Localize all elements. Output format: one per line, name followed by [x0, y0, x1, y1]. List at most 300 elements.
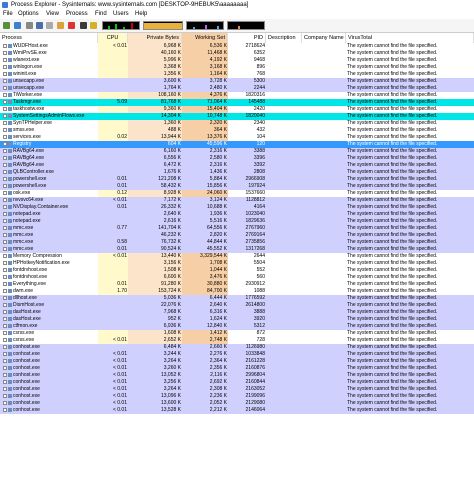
tree-expander-icon[interactable] [3, 191, 7, 195]
process-row[interactable] [0, 246, 474, 253]
process-row[interactable] [0, 393, 474, 400]
process-icon [8, 156, 12, 160]
process-row[interactable] [0, 365, 474, 372]
tree-expander-icon[interactable] [3, 303, 7, 307]
cpu-value: < 0.01 [98, 253, 128, 260]
process-name [0, 358, 98, 365]
private-bytes-value: 1,356 K [128, 71, 182, 78]
process-row[interactable] [0, 169, 474, 176]
pid-value: 2769164 [228, 232, 266, 239]
process-name-label: conhost.exe [13, 393, 40, 399]
toolbar [0, 19, 474, 33]
cpu-value [98, 232, 128, 239]
working-set-value: 15,856 K [182, 183, 228, 190]
description-value [266, 218, 302, 225]
description-value [266, 379, 302, 386]
process-row[interactable] [0, 141, 474, 148]
cpu-value [98, 260, 128, 267]
tree-expander-icon[interactable] [3, 135, 7, 139]
virustotal-value: The system cannot find the file specified. [346, 407, 474, 414]
tree-expander-icon[interactable] [3, 72, 7, 76]
tree-expander-icon[interactable] [3, 219, 7, 223]
tree-expander-icon[interactable] [3, 387, 7, 391]
virustotal-value: The system cannot find the file specified. [346, 43, 474, 50]
kill-process-icon[interactable] [68, 22, 75, 29]
company-value [302, 162, 346, 169]
description-value [266, 120, 302, 127]
virustotal-value: The system cannot find the file specified. [346, 323, 474, 330]
virustotal-value: The system cannot find the file specified. [346, 400, 474, 407]
company-value [302, 267, 346, 274]
working-set-value: 45,596 K [182, 141, 228, 148]
cpu-value: 0.01 [98, 204, 128, 211]
process-icon [8, 324, 12, 328]
tree-expander-icon[interactable] [3, 247, 7, 251]
tree-expander-icon[interactable] [3, 121, 7, 125]
description-value [266, 50, 302, 57]
description-value [266, 281, 302, 288]
company-value [302, 50, 346, 57]
gpu-graph[interactable] [227, 21, 265, 30]
private-bytes-value: 108,160 K [128, 92, 182, 99]
process-name-label: RAVBg64.exe [13, 148, 45, 154]
process-row[interactable] [0, 260, 474, 267]
company-value [302, 253, 346, 260]
cpu-value [98, 211, 128, 218]
tree-expander-icon[interactable] [3, 352, 7, 356]
tree-expander-icon[interactable] [3, 359, 7, 363]
working-set-value: 2,308 K [182, 386, 228, 393]
tree-expander-icon[interactable] [3, 79, 7, 83]
process-row[interactable] [0, 400, 474, 407]
process-name-label: osk.exe [13, 190, 31, 196]
process-name-label: conhost.exe [13, 365, 40, 371]
process-name [0, 92, 98, 99]
tree-expander-icon[interactable] [3, 44, 7, 48]
description-value [266, 246, 302, 253]
tree-expander-icon[interactable] [3, 310, 7, 314]
process-row[interactable] [0, 50, 474, 57]
process-row[interactable] [0, 344, 474, 351]
process-row[interactable] [0, 288, 474, 295]
process-row[interactable] [0, 386, 474, 393]
company-value [302, 43, 346, 50]
cpu-value [98, 162, 128, 169]
company-value [302, 106, 346, 113]
cpu-value [98, 274, 128, 281]
process-row[interactable] [0, 330, 474, 337]
description-value [266, 92, 302, 99]
process-row[interactable] [0, 253, 474, 260]
working-set-value: 1,436 K [182, 169, 228, 176]
tree-expander-icon[interactable] [3, 254, 7, 258]
process-row[interactable] [0, 78, 474, 85]
private-bytes-value: 6,600 K [128, 274, 182, 281]
process-row[interactable] [0, 71, 474, 78]
working-set-value: 2,660 K [182, 344, 228, 351]
pid-value: 728 [228, 337, 266, 344]
cpu-value [98, 148, 128, 155]
process-icon [8, 408, 12, 412]
process-name-label: Taskmgr.exe [13, 99, 42, 105]
system-info-icon[interactable] [26, 22, 33, 29]
save-icon[interactable] [3, 22, 10, 29]
process-name-label: nvvsvc64.exe [13, 197, 44, 203]
tree-expander-icon[interactable] [3, 282, 7, 286]
tree-expander-icon[interactable] [3, 51, 7, 55]
company-value [302, 218, 346, 225]
process-name [0, 316, 98, 323]
tree-expander-icon[interactable] [3, 93, 7, 97]
description-value [266, 197, 302, 204]
tree-expander-icon[interactable] [3, 149, 7, 153]
private-bytes-value: 6,936 K [128, 323, 182, 330]
company-value [302, 351, 346, 358]
description-value [266, 288, 302, 295]
company-value [302, 260, 346, 267]
tree-expander-icon[interactable] [3, 226, 7, 230]
company-value [302, 99, 346, 106]
process-row[interactable] [0, 64, 474, 71]
process-name-label: fontdrvhost.exe [13, 267, 48, 273]
process-row[interactable] [0, 351, 474, 358]
find-handle-icon[interactable] [80, 22, 87, 29]
working-set-value: 6,444 K [182, 295, 228, 302]
process-row[interactable] [0, 379, 474, 386]
pid-value: 1537660 [228, 190, 266, 197]
process-row[interactable] [0, 190, 474, 197]
virustotal-value: The system cannot find the file specified. [346, 246, 474, 253]
process-icon [8, 240, 12, 244]
process-row[interactable] [0, 302, 474, 309]
cpu-value: 0.01 [98, 281, 128, 288]
process-row[interactable] [0, 372, 474, 379]
private-bytes-value: 22,076 K [128, 302, 182, 309]
tree-expander-icon[interactable] [3, 296, 7, 300]
tree-expander-icon[interactable] [3, 156, 7, 160]
process-row[interactable] [0, 281, 474, 288]
description-value [266, 141, 302, 148]
private-bytes-value: 153,724 K [128, 288, 182, 295]
menu-view[interactable]: View [46, 11, 59, 17]
process-name [0, 183, 98, 190]
process-row[interactable] [0, 232, 474, 239]
process-row[interactable] [0, 316, 474, 323]
tree-expander-icon[interactable] [3, 128, 7, 132]
private-bytes-value: 3,600 K [128, 78, 182, 85]
company-value [302, 316, 346, 323]
cpu-value: < 0.01 [98, 379, 128, 386]
tree-expander-icon[interactable] [3, 240, 7, 244]
virustotal-value: The system cannot find the file specified. [346, 197, 474, 204]
tree-expander-icon[interactable] [3, 86, 7, 90]
tree-expander-icon[interactable] [3, 366, 7, 370]
tree-expander-icon[interactable] [3, 114, 7, 118]
crosshair-icon[interactable] [90, 22, 97, 29]
virustotal-value: The system cannot find the file specified. [346, 232, 474, 239]
process-row[interactable] [0, 239, 474, 246]
pid-value: 120 [228, 141, 266, 148]
tree-expander-icon[interactable] [3, 261, 7, 265]
process-name [0, 211, 98, 218]
pid-value: 145488 [228, 99, 266, 106]
tree-expander-icon[interactable] [3, 100, 7, 104]
pid-value: 3920 [228, 316, 266, 323]
private-bytes-value: 6,968 K [128, 43, 182, 50]
tree-expander-icon[interactable] [3, 317, 7, 321]
io-graph[interactable] [186, 21, 224, 30]
process-row[interactable] [0, 92, 474, 99]
company-value [302, 309, 346, 316]
process-list[interactable] [0, 43, 474, 501]
process-row[interactable] [0, 148, 474, 155]
col-process[interactable]: Process [0, 33, 98, 43]
company-value [302, 169, 346, 176]
process-row[interactable] [0, 176, 474, 183]
process-name [0, 379, 98, 386]
virustotal-value: The system cannot find the file specified. [346, 344, 474, 351]
menu-options[interactable]: Options [18, 11, 39, 17]
tree-expander-icon[interactable] [3, 275, 7, 279]
cpu-graph[interactable] [102, 21, 140, 30]
working-set-value: 3,476 K [182, 274, 228, 281]
pid-value: 1829636 [228, 218, 266, 225]
description-value [266, 134, 302, 141]
tree-expander-icon[interactable] [3, 268, 7, 272]
company-value [302, 92, 346, 99]
description-value [266, 267, 302, 274]
process-row[interactable] [0, 106, 474, 113]
working-set-value: 1,708 K [182, 260, 228, 267]
memory-graph[interactable] [143, 21, 183, 30]
process-row[interactable] [0, 127, 474, 134]
cpu-value: 0.01 [98, 183, 128, 190]
private-bytes-value: 7,968 K [128, 309, 182, 316]
cpu-value [98, 92, 128, 99]
company-value [302, 232, 346, 239]
working-set-value: 2,820 K [182, 232, 228, 239]
process-name-label: DismHost.exe [13, 302, 45, 308]
process-name [0, 134, 98, 141]
tree-expander-icon[interactable] [3, 408, 7, 412]
cpu-value: 0.77 [98, 225, 128, 232]
process-name [0, 253, 98, 260]
tree-expander-icon[interactable] [3, 107, 7, 111]
description-value [266, 253, 302, 260]
description-value [266, 260, 302, 267]
process-row[interactable] [0, 120, 474, 127]
cpu-value: 0.12 [98, 190, 128, 197]
col-private-bytes[interactable]: Private Bytes [128, 33, 182, 43]
pid-value: 9468 [228, 57, 266, 64]
pid-value: 2930912 [228, 281, 266, 288]
window-icon[interactable] [36, 22, 43, 29]
col-company-name[interactable]: Company Name [302, 33, 346, 43]
process-name-label: notepad.exe [13, 211, 41, 217]
working-set-value: 3,168 K [182, 64, 228, 71]
description-value [266, 351, 302, 358]
working-set-value: 2,276 K [182, 351, 228, 358]
tree-expander-icon[interactable] [3, 401, 7, 405]
process-name [0, 204, 98, 211]
tree-expander-icon[interactable] [3, 65, 7, 69]
menu-process[interactable]: Process [66, 11, 88, 17]
description-value [266, 232, 302, 239]
company-value [302, 288, 346, 295]
tree-expander-icon[interactable] [3, 170, 7, 174]
cpu-value: 0.01 [98, 176, 128, 183]
menu-help[interactable]: Help [135, 11, 148, 17]
tree-expander-icon[interactable] [3, 373, 7, 377]
process-name-label: conhost.exe [13, 379, 40, 385]
process-name [0, 197, 98, 204]
tree-expander-icon[interactable] [3, 345, 7, 349]
process-row[interactable] [0, 134, 474, 141]
process-name [0, 365, 98, 372]
process-icon [8, 79, 12, 83]
tree-expander-icon[interactable] [3, 324, 7, 328]
tree-expander-icon[interactable] [3, 394, 7, 398]
pid-value: 2199096 [228, 393, 266, 400]
pid-value: 3392 [228, 162, 266, 169]
tree-expander-icon[interactable] [3, 58, 7, 62]
working-set-value: 4,192 K [182, 57, 228, 64]
tree-expander-icon[interactable] [3, 338, 7, 342]
working-set-value: 2,320 K [182, 120, 228, 127]
description-value [266, 372, 302, 379]
col-description[interactable]: Description [266, 33, 302, 43]
tree-expander-icon[interactable] [3, 331, 7, 335]
virustotal-value: The system cannot find the file specified. [346, 351, 474, 358]
process-name-label: dasHost.exe [13, 309, 41, 315]
process-row[interactable] [0, 274, 474, 281]
process-row[interactable] [0, 43, 474, 50]
process-row[interactable] [0, 113, 474, 120]
process-icon [8, 44, 12, 48]
col-pid[interactable]: PID [228, 33, 266, 43]
process-row[interactable] [0, 162, 474, 169]
company-value [302, 120, 346, 127]
tree-expander-icon[interactable] [3, 289, 7, 293]
virustotal-value: The system cannot find the file specified. [346, 302, 474, 309]
find-icon[interactable] [57, 22, 64, 29]
menu-find[interactable]: Find [95, 11, 107, 17]
menu-file[interactable]: File [3, 11, 13, 17]
properties-icon[interactable] [46, 22, 53, 29]
company-value [302, 239, 346, 246]
description-value [266, 71, 302, 78]
cpu-value [98, 85, 128, 92]
virustotal-value: The system cannot find the file specified. [346, 176, 474, 183]
process-name-label: HPHotkeyNotification.exe [13, 260, 70, 266]
tree-expander-icon[interactable] [3, 233, 7, 237]
process-name-label: mmc.exe [13, 232, 34, 238]
tree-expander-icon[interactable] [3, 163, 7, 167]
description-value [266, 155, 302, 162]
process-row[interactable] [0, 155, 474, 162]
pid-value: 432 [228, 127, 266, 134]
process-name-label: NVDisplay.Container.exe [13, 204, 69, 210]
tree-expander-icon[interactable] [3, 205, 7, 209]
tree-expander-icon[interactable] [3, 177, 7, 181]
col-cpu[interactable]: CPU [98, 33, 128, 43]
working-set-value: 3,329,544 K [182, 253, 228, 260]
virustotal-value: The system cannot find the file specified. [346, 169, 474, 176]
process-row[interactable] [0, 197, 474, 204]
process-row[interactable] [0, 211, 474, 218]
cpu-value [98, 344, 128, 351]
cpu-value: 1.70 [98, 288, 128, 295]
tree-expander-icon[interactable] [3, 212, 7, 216]
process-row[interactable] [0, 337, 474, 344]
virustotal-value: The system cannot find the file specified. [346, 183, 474, 190]
process-icon [8, 198, 12, 202]
col-virustotal[interactable]: VirusTotal [346, 33, 474, 43]
company-value [302, 155, 346, 162]
pid-value: 2767960 [228, 225, 266, 232]
description-value [266, 148, 302, 155]
company-value [302, 393, 346, 400]
process-row[interactable] [0, 57, 474, 64]
pid-value: 3396 [228, 155, 266, 162]
tree-expander-icon[interactable] [3, 142, 7, 146]
process-row[interactable] [0, 323, 474, 330]
process-row[interactable] [0, 225, 474, 232]
process-row[interactable] [0, 267, 474, 274]
virustotal-value: The system cannot find the file specified. [346, 127, 474, 134]
cpu-value: < 0.01 [98, 351, 128, 358]
process-icon [8, 352, 12, 356]
process-icon [8, 226, 12, 230]
col-working-set[interactable]: Working Set [182, 33, 228, 43]
menu-users[interactable]: Users [113, 11, 129, 17]
process-row[interactable] [0, 309, 474, 316]
process-row[interactable] [0, 295, 474, 302]
virustotal-value: The system cannot find the file specified. [346, 204, 474, 211]
process-icon [8, 254, 12, 258]
cpu-value: 0.01 [98, 246, 128, 253]
private-bytes-value: 7,172 K [128, 197, 182, 204]
working-set-value: 2,364 K [182, 358, 228, 365]
process-icon [8, 394, 12, 398]
refresh-icon[interactable] [14, 22, 21, 29]
process-name-label: RAVBg64.exe [13, 162, 45, 168]
process-row[interactable] [0, 183, 474, 190]
tree-expander-icon[interactable] [3, 184, 7, 188]
private-bytes-value: 3,260 K [128, 365, 182, 372]
process-name [0, 393, 98, 400]
working-set-value: 2,212 K [182, 407, 228, 414]
process-row[interactable] [0, 407, 474, 414]
process-icon [8, 128, 12, 132]
private-bytes-value: 3,156 K [128, 260, 182, 267]
private-bytes-value: 13,096 K [128, 393, 182, 400]
tree-expander-icon[interactable] [3, 380, 7, 384]
description-value [266, 274, 302, 281]
process-icon [8, 261, 12, 265]
cpu-value [98, 57, 128, 64]
process-row[interactable] [0, 204, 474, 211]
company-value [302, 274, 346, 281]
tree-expander-icon[interactable] [3, 198, 7, 202]
process-row[interactable] [0, 218, 474, 225]
pid-value: 2966908 [228, 176, 266, 183]
process-row[interactable] [0, 358, 474, 365]
working-set-value: 2,356 K [182, 365, 228, 372]
virustotal-value: The system cannot find the file specified. [346, 260, 474, 267]
process-row[interactable] [0, 99, 474, 106]
process-row[interactable] [0, 85, 474, 92]
